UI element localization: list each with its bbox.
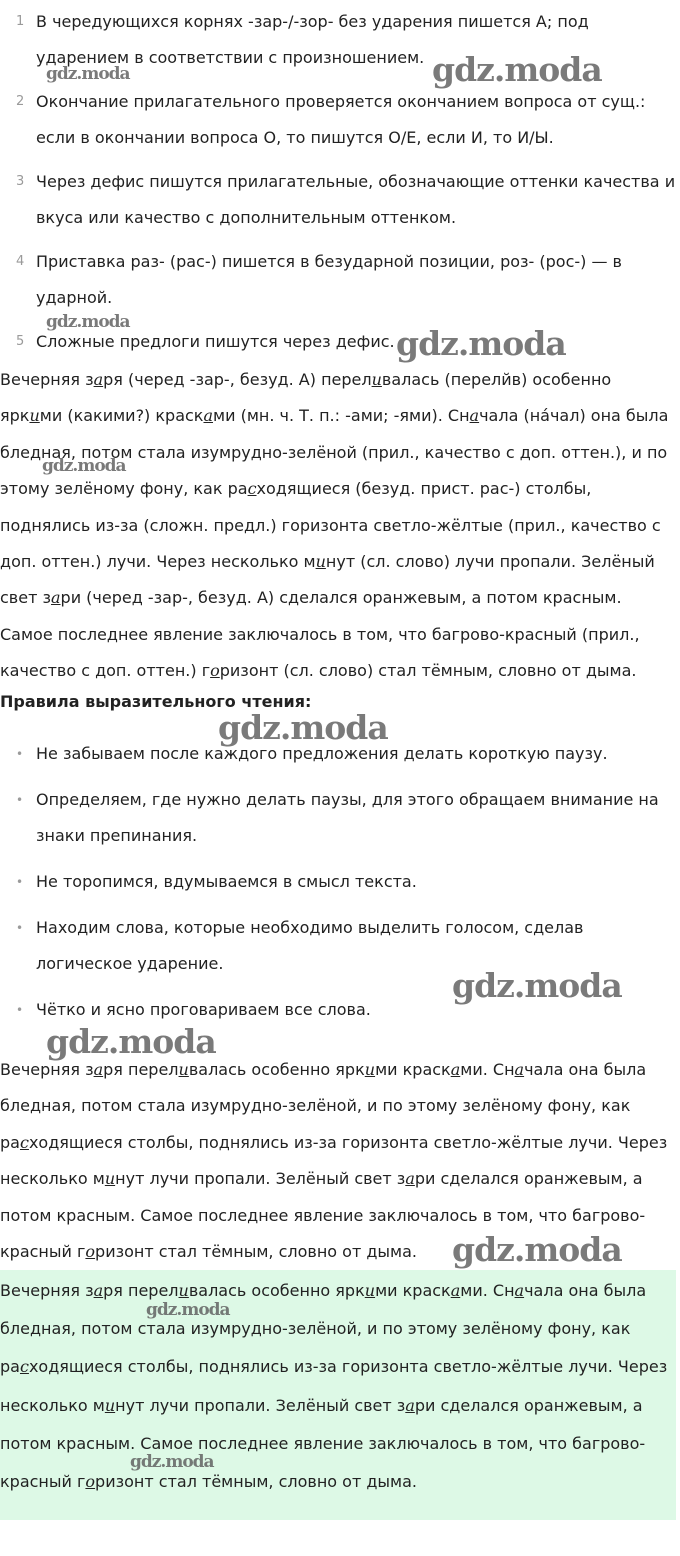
rule-number: 1 [16,14,25,29]
text-run: ризонт (сл. слово) стал тёмным, словно от дыма. [219,661,637,681]
text-run: ря (черед -зар-, безуд. А) перел [103,370,372,389]
bullet-icon: • [16,747,24,761]
text-run: ря перел [103,1281,179,1300]
watermark: gdz.moda [146,1300,230,1320]
text-run: нут лучи пропали. Зелёный свет з [115,1169,406,1189]
text-run: ходящиеся (безуд. прист. рас-) столбы, поднялись из-за (сложн. предл.) горизонта светло-жёлтые (прил., качество с доп. оттен.) лучи. Через несколько м [0,479,661,572]
text-run: ми. Сн [460,1281,515,1300]
watermark: gdz.moda [46,1022,216,1061]
highlighted-letter: а [405,1169,415,1189]
text-run: нут (сл. слово) лучи пропали. Зелёный свет з [0,552,655,608]
highlighted-letter: а [50,588,61,608]
text-run: ходящиеся столбы, поднялись из-за горизонта светло-жёлтые лучи. Через несколько м [0,1357,668,1415]
rule-text: Через дефис пишутся прилагательные, обозначающие оттенки качества и вкуса или качество с дополнительным оттенком. [36,172,676,227]
text-run: нут лучи пропали. Зелёный свет з [115,1395,406,1415]
highlighted-letter: а [93,1281,104,1300]
highlighted-letter: с [19,1132,29,1152]
text-run: ми (какими?) краск [39,406,204,426]
rule-number: 3 [16,174,25,189]
rule-text: Приставка раз- (рас-) пишется в безударной позиции, роз- (рос-) — в ударной. [36,252,622,307]
highlighted-letter: о [85,1472,96,1492]
highlighted-letter: и [364,1281,376,1300]
text-run: валась особенно ярк [188,1060,365,1079]
text-run: ря перел [103,1060,179,1079]
reading-rule-text: Определяем, где нужно делать паузы, для этого обращаем внимание на знаки препинания. [36,790,659,845]
rule-number: 5 [16,334,25,349]
highlighted-letter: а [469,406,480,426]
highlighted-letter: а [450,1060,461,1079]
highlighted-text [0,1272,672,1501]
watermark: gdz.moda [218,708,388,747]
highlighted-letter: и [371,370,382,389]
watermark: gdz.moda [46,64,130,84]
highlighted-letter: а [93,370,104,389]
watermark: gdz.moda [452,966,622,1005]
text-run: чала (на́чал) она была бледная, потом стала изумрудно-зелёной (прил., качество с доп. оттен.), и по этому зелёному фону, как ра [0,406,669,499]
text-run: чала она была бледная, потом стала изумрудно-зелёной, и по этому зелёному фону, как ра [0,1060,647,1152]
text-run: ми. Сн [460,1060,515,1079]
bullet-icon: • [16,875,24,889]
highlighted-letter: и [104,1395,116,1415]
highlighted-letter: а [405,1395,415,1415]
reading-rule-text: Находим слова, которые необходимо выделить голосом, сделав логическое ударение. [36,918,584,973]
text-run: ри сделался оранжевым, а потом красным. Самое последнее явление заключалось в том, что багрово-красный г [0,1169,646,1262]
highlighted-letter: и [178,1281,189,1300]
text-run: валась особенно ярк [188,1281,365,1300]
highlighted-letter: а [514,1281,525,1300]
rule-item [0,164,680,236]
highlighted-letter: и [364,1060,376,1079]
bullet-icon: • [16,793,24,807]
highlighted-letter: с [19,1357,29,1377]
text-run: чала она была бледная, потом стала изумрудно-зелёной, и по этому зелёному фону, как ра [0,1281,647,1377]
reading-rule-text: Чётко и ясно проговариваем все слова. [36,1000,371,1019]
text-run: ми краск [375,1281,451,1300]
text-run: ризонт стал тёмным, словно от дыма. [95,1242,417,1262]
text-run: ходящиеся столбы, поднялись из-за горизонта светло-жёлтые лучи. Через несколько м [0,1132,668,1189]
highlighted-letter: с [247,479,257,499]
text-run: валась (перелйв) особенно ярк [0,370,612,426]
text-run: Вечерняя з [0,1281,94,1300]
text-run: Вечерняя з [0,1060,94,1079]
watermark: gdz.moda [42,456,126,476]
watermark: gdz.moda [130,1452,214,1472]
reading-rule-text: Не торопимся, вдумываемся в смысл текста. [36,872,417,891]
rule-text: В чередующихся корнях -зар-/-зор- без ударения пишется А; под ударением в соответствии с произношением. [36,12,589,67]
bullet-icon: • [16,1003,24,1017]
rule-number: 4 [16,254,25,269]
highlighted-letter: о [210,661,220,681]
reading-rule-item [0,864,680,900]
highlighted-letter: а [450,1281,461,1300]
highlighted-letter: а [514,1060,525,1079]
highlighted-letter: о [85,1242,96,1262]
text-run: ризонт стал тёмным, словно от дыма. [95,1472,417,1492]
reading-rule-text: Не забываем после каждого предложения делать короткую паузу. [36,744,608,763]
rule-number: 2 [16,94,25,109]
text-run: ми (мн. ч. Т. п.: -ами; -ями). Сн [213,406,470,426]
rule-item [0,244,680,316]
highlighted-letter: и [315,552,326,572]
rule-text: Сложные предлоги пишутся через дефис. [36,332,395,351]
bullet-icon: • [16,921,24,935]
watermark: gdz.moda [452,1230,622,1269]
highlighted-letter: и [29,406,40,426]
highlighted-letter: а [203,406,214,426]
rule-text: Окончание прилагательного проверяется окончанием вопроса от сущ.: если в окончании вопроса О, то пишутся О/Е, если И, то И/Ы. [36,92,646,147]
watermark: gdz.moda [46,312,130,332]
watermark: gdz.moda [396,324,566,363]
reading-rules-heading: Правила выразительного чтения: [0,692,312,711]
text-run: Вечерняя з [0,370,94,389]
rule-item [0,84,680,156]
reading-rule-item [0,782,680,854]
highlighted-letter: а [93,1060,104,1079]
text-run: ми краск [375,1060,451,1079]
text-run: ри (черед -зар-, безуд. А) сделался оранжевым, а потом красным. Самое последнее явление заключалось в том, что багрово-красный (прил., качество с доп. оттен.) г [0,588,640,681]
highlighted-letter: и [104,1169,116,1189]
highlighted-text-block [0,1270,676,1520]
watermark: gdz.moda [432,50,602,89]
annotated-text [0,362,676,690]
text-run: ри сделался оранжевым, а потом красным. Самое последнее явление заключалось в том, что багрово-красный г [0,1395,646,1492]
highlighted-letter: и [178,1060,189,1079]
